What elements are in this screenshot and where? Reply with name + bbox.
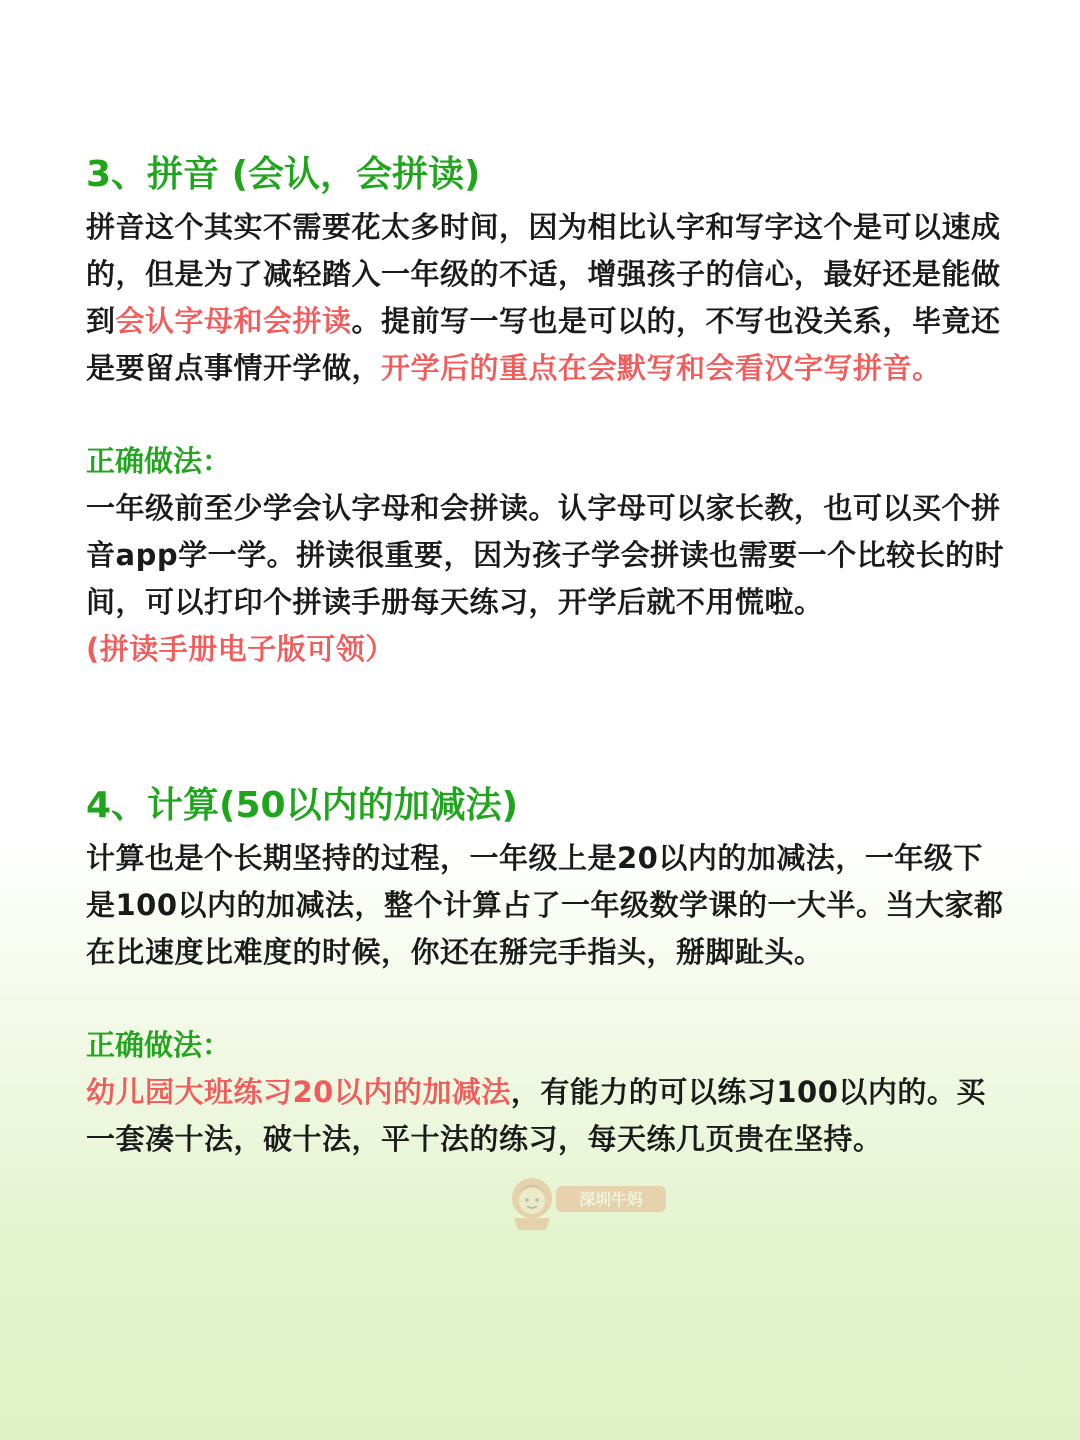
body-text: 计算也是个长期坚持的过程，一年级上是20以内的加减法，一年级下是100以内的加减法，整个计算占了一年级数学课的一大半。当大家都在比速度比难度的时候，你还在掰完手指头，掰脚趾头。 <box>86 841 1004 969</box>
body-text: 拼音这个其实不需要花太多时间，因为相比认字和写字这个是可以速成的，但是为了减轻踏入一年级的不适，增强孩子的信心，最好还是能做到 <box>86 210 1001 338</box>
section4-method-body <box>86 1069 1006 1163</box>
section4-method-label: 正确做法： <box>86 1028 232 1062</box>
section4-body <box>86 835 1006 976</box>
highlight-text: 会认字母和会拼读 <box>115 304 352 338</box>
mascot-logo-icon <box>506 1168 676 1248</box>
section4-title: 4、计算(50以内的加减法) <box>86 785 519 826</box>
body-text: 一年级前至少学会认字母和会拼读。认字母可以家长教，也可以买个拼音app学一学。拼读很重要，因为孩子学会拼读也需要一个比较长的时间，可以打印个拼读手册每天练习，开学后就不用慌啦。 <box>86 491 1005 619</box>
highlight-text: 幼儿园大班练习20以内的加减法 <box>86 1075 511 1109</box>
section3-method-label: 正确做法： <box>86 444 232 478</box>
body-text: 。提前写一写也是可以的，不写也没关系，毕竟还是要留点事情开学做， <box>86 304 1001 385</box>
section3-title: 3、拼音 (会认，会拼读) <box>86 154 481 195</box>
body-text: ，有能力的可以练习100以内的。买一套凑十法，破十法，平十法的练习，每天练几页贵在坚持。 <box>86 1075 986 1156</box>
section3-note: (拼读手册电子版可领） <box>86 632 395 666</box>
highlight-text: 开学后的重点在会默写和会看汉字写拼音。 <box>381 351 942 385</box>
svg-text:深圳牛妈: 深圳牛妈 <box>578 1192 644 1209</box>
section3-method-body <box>86 485 1006 626</box>
article <box>86 150 1006 1163</box>
section3-body <box>86 204 1006 392</box>
watermark-logo <box>506 1168 676 1248</box>
